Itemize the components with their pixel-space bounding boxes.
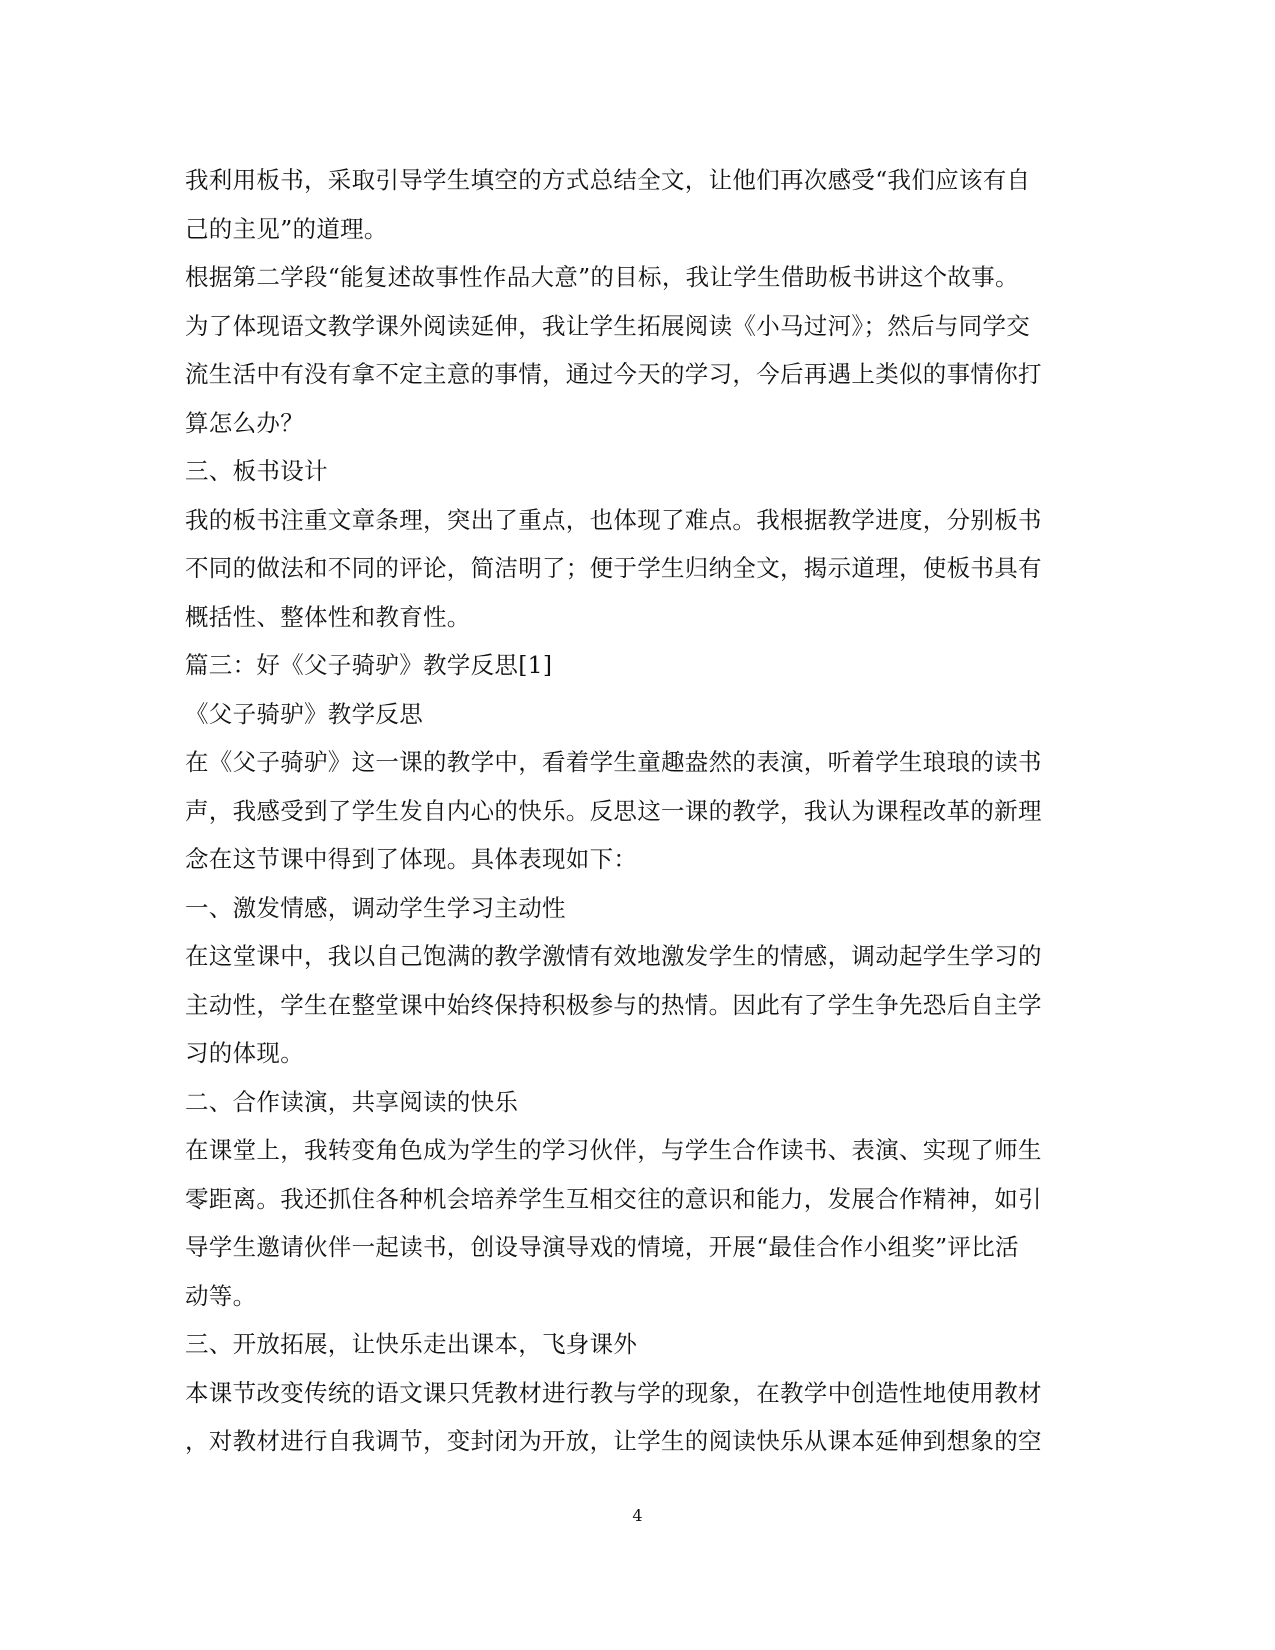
- text-line: 在课堂上，我转变角色成为学生的学习伙伴，与学生合作读书、表演、实现了师生: [185, 1136, 1042, 1164]
- text-line: 念在这节课中得到了体现。具体表现如下：: [185, 845, 638, 873]
- text-line: 本课节改变传统的语文课只凭教材进行教与学的现象，在教学中创造性地使用教材: [185, 1378, 1042, 1407]
- text-line: 根据第二学段“能复述故事性作品大意”的目标，我让学生借助板书讲这个故事。: [185, 263, 1019, 291]
- text-line: 导学生邀请伙伴一起读书，创设导演导戏的情境，开展“最佳合作小组奖”评比活: [185, 1233, 1019, 1261]
- section-heading: 三、开放拓展，让快乐走出课本，飞身课外: [185, 1330, 638, 1358]
- body-text: [185, 156, 1090, 1466]
- text-line: 流生活中有没有拿不定主意的事情，通过今天的学习，今后再遇上类似的事情你打: [185, 360, 1042, 388]
- text-line: ，对教材进行自我调节，变封闭为开放，让学生的阅读快乐从课本延伸到想象的空: [185, 1427, 1042, 1455]
- text-line: 己的主见”的道理。: [185, 214, 388, 243]
- text-line: 零距离。我还抓住各种机会培养学生互相交往的意识和能力，发展合作精神，如引: [185, 1184, 1042, 1213]
- section-heading: 二、合作读演，共享阅读的快乐: [185, 1087, 519, 1116]
- text-line: 习的体现。: [185, 1039, 304, 1067]
- text-line: 声，我感受到了学生发自内心的快乐。反思这一课的教学，我认为课程改革的新理: [185, 796, 1042, 825]
- text-line: 我的板书注重文章条理，突出了重点，也体现了难点。我根据教学进度，分别板书: [185, 505, 1042, 534]
- section-heading: 一、激发情感，调动学生学习主动性: [185, 893, 566, 922]
- text-line: 在《父子骑驴》这一课的教学中，看着学生童趣盎然的表演，听着学生琅琅的读书: [185, 748, 1042, 776]
- text-line: 概括性、整体性和教育性。: [185, 602, 471, 631]
- text-line: 为了体现语文教学课外阅读延伸，我让学生拓展阅读《小马过河》；然后与同学交: [185, 311, 1031, 340]
- text-line: 不同的做法和不同的评论，简洁明了；便于学生归纳全文，揭示道理，使板书具有: [185, 554, 1042, 582]
- text-line: 算怎么办？: [185, 408, 304, 437]
- section-heading: 三、板书设计: [185, 457, 328, 485]
- text-line: 主动性，学生在整堂课中始终保持积极参与的热情。因此有了学生争先恐后自主学: [185, 990, 1042, 1019]
- article-title: 《父子骑驴》教学反思: [185, 699, 423, 728]
- chapter-heading: 篇三：好《父子骑驴》教学反思[1]: [185, 651, 553, 679]
- text-line: 动等。: [185, 1281, 257, 1310]
- text-line: 在这堂课中，我以自己饱满的教学激情有效地激发学生的情感，调动起学生学习的: [185, 942, 1042, 970]
- text-line: 我利用板书，采取引导学生填空的方式总结全文，让他们再次感受“我们应该有自: [185, 166, 1031, 194]
- page-number: 4: [632, 1506, 643, 1525]
